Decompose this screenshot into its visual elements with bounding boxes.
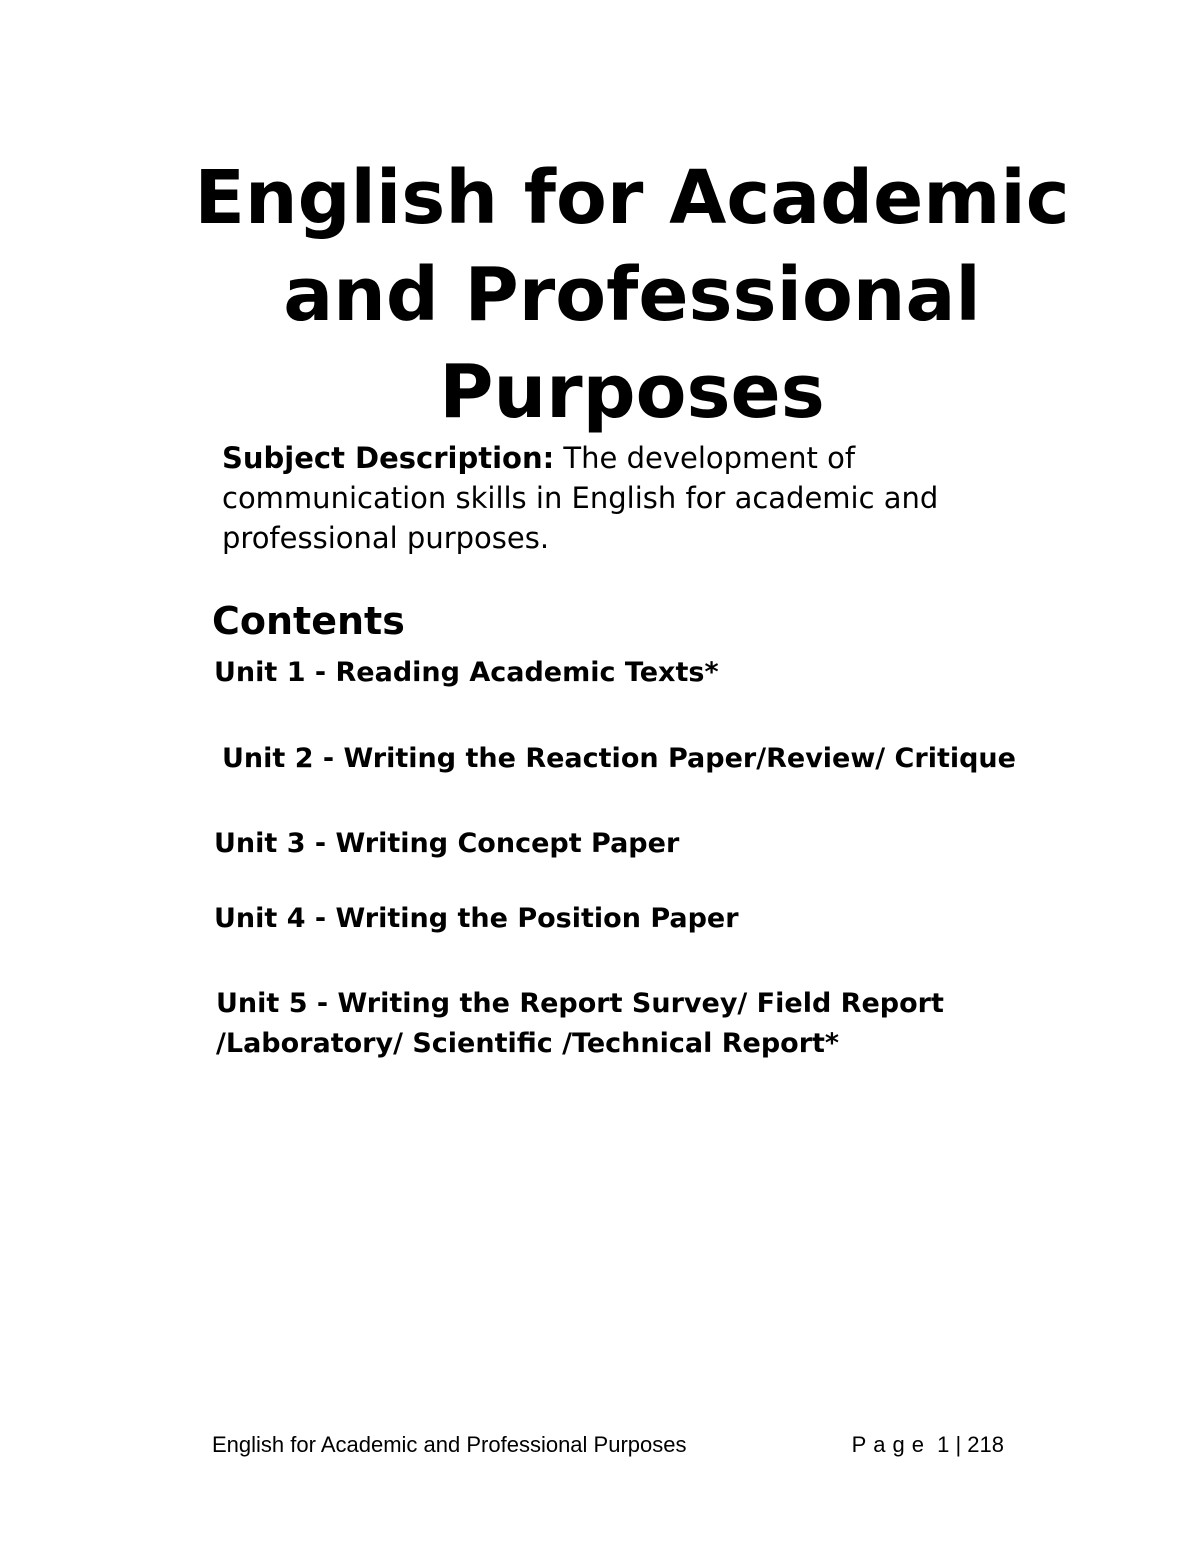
subject-description-line-1 [222,438,1022,478]
contents-item-unit-4: Unit 4 - Writing the Position Paper [214,903,739,934]
subject-description [222,438,1022,558]
title-line-2: and Professional [283,252,981,338]
subject-description-label: Subject Description: [222,441,555,475]
title-line-3: Purposes [439,349,825,435]
contents-item-unit-5-line-1: Unit 5 - Writing the Report Survey/ Field Report [216,988,944,1019]
subject-description-line-2: communication skills in English for academic and [222,481,939,515]
contents-item-unit-2: Unit 2 - Writing the Reaction Paper/Review/ Critique [222,743,1016,774]
footer-page-indicator [852,1430,1004,1460]
subject-description-line-3: professional purposes. [222,521,550,555]
contents-heading: Contents [212,599,405,643]
footer-total-pages: 218 [967,1432,1004,1457]
footer-title: English for Academic and Professional Purposes [212,1432,687,1457]
subject-description-text-1: The development of [554,441,856,475]
contents-item-unit-5-line-2: /Laboratory/ Scientific /Technical Report* [216,1028,840,1059]
contents-item-unit-1: Unit 1 - Reading Academic Texts* [214,657,719,688]
footer-page-number: 1 [937,1432,950,1457]
footer-page-separator: | [949,1432,968,1457]
contents-item-unit-3: Unit 3 - Writing Concept Paper [214,828,680,859]
contents-item-unit-5 [216,984,944,1064]
footer-page-word: Page [851,1432,931,1457]
document-title [150,150,1114,441]
title-line-1: English for Academic [194,155,1070,241]
